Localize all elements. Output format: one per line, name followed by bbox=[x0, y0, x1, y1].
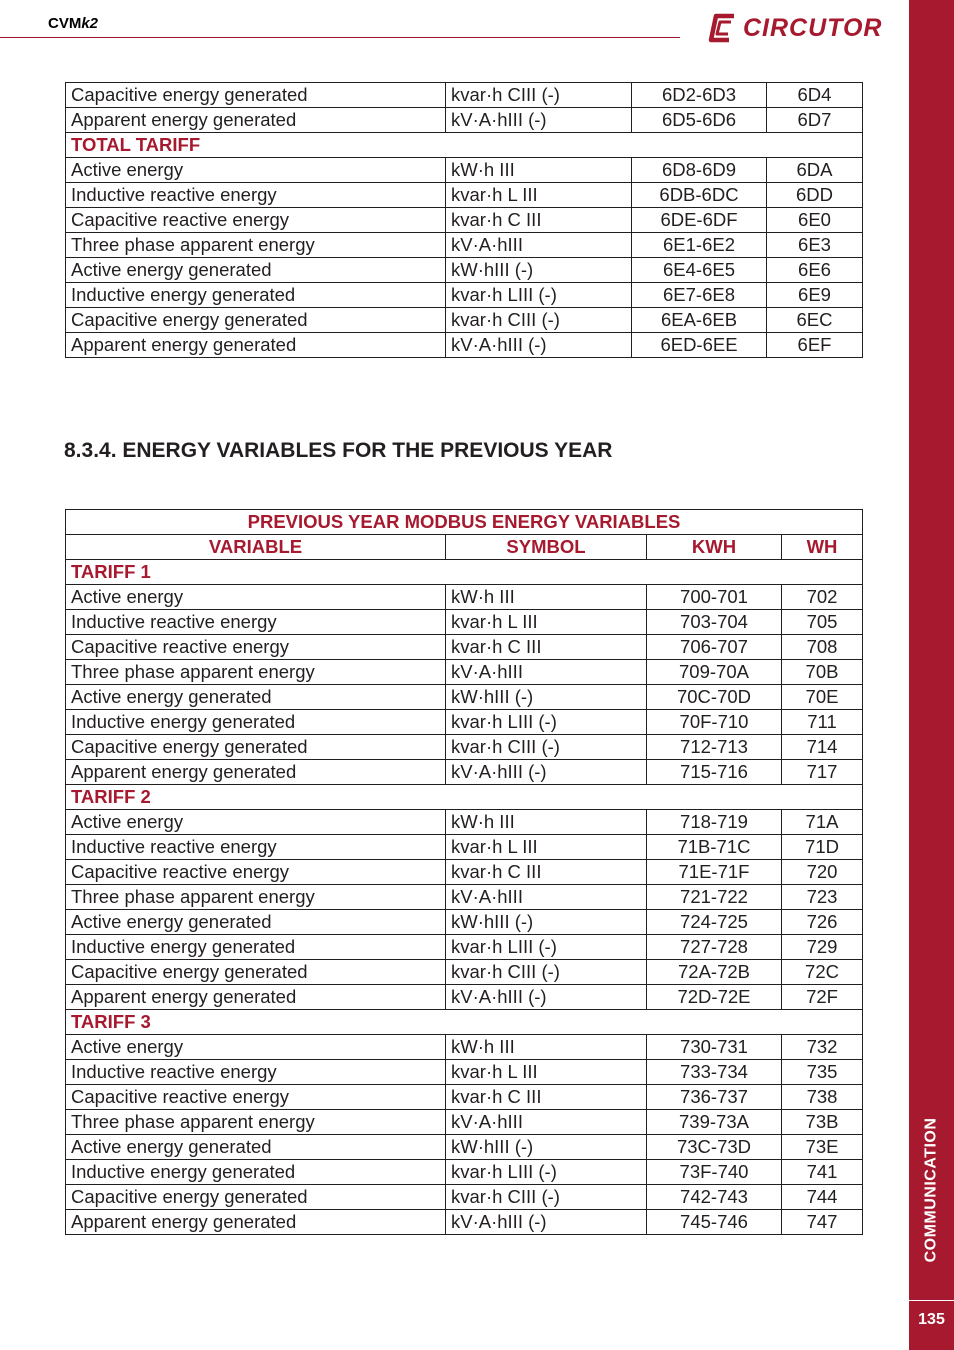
table-row bbox=[66, 960, 863, 985]
table-row bbox=[66, 685, 863, 710]
cell-symbol: kW·hIII (-) bbox=[446, 258, 632, 283]
cell-symbol: kvar·h CIII (-) bbox=[446, 308, 632, 333]
table-row bbox=[66, 1135, 863, 1160]
table-row bbox=[66, 1085, 863, 1110]
cell-symbol: kV·A·hIII (-) bbox=[446, 985, 647, 1010]
cell-variable: Inductive energy generated bbox=[66, 1160, 446, 1185]
cell-wh-address: 73B bbox=[782, 1110, 863, 1135]
cell-kwh-address: 6DE-6DF bbox=[632, 208, 767, 233]
cell-wh-address: 738 bbox=[782, 1085, 863, 1110]
table-row bbox=[66, 1060, 863, 1085]
table-header-row bbox=[66, 535, 863, 560]
table-row bbox=[66, 208, 863, 233]
table-row bbox=[66, 1210, 863, 1235]
cell-symbol: kvar·h CIII (-) bbox=[446, 83, 632, 108]
cell-wh-address: 6E0 bbox=[767, 208, 863, 233]
cell-kwh-address: 6EA-6EB bbox=[632, 308, 767, 333]
cell-wh-address: 741 bbox=[782, 1160, 863, 1185]
cell-wh-address: 732 bbox=[782, 1035, 863, 1060]
cell-wh-address: 6D4 bbox=[767, 83, 863, 108]
cell-wh-address: 726 bbox=[782, 910, 863, 935]
cell-kwh-address: 733-734 bbox=[647, 1060, 782, 1085]
table-row bbox=[66, 860, 863, 885]
cell-symbol: kvar·h C III bbox=[446, 208, 632, 233]
cell-wh-address: 6EF bbox=[767, 333, 863, 358]
column-header-wh: WH bbox=[782, 535, 863, 560]
cell-variable: Active energy bbox=[66, 585, 446, 610]
table-row bbox=[66, 835, 863, 860]
cell-kwh-address: 706-707 bbox=[647, 635, 782, 660]
cell-kwh-address: 72D-72E bbox=[647, 985, 782, 1010]
cell-symbol: kW·hIII (-) bbox=[446, 910, 647, 935]
table-title-row bbox=[66, 510, 863, 535]
cell-wh-address: 747 bbox=[782, 1210, 863, 1235]
cell-kwh-address: 730-731 bbox=[647, 1035, 782, 1060]
cell-variable: Active energy bbox=[66, 158, 446, 183]
cell-variable: Active energy bbox=[66, 1035, 446, 1060]
cell-kwh-address: 721-722 bbox=[647, 885, 782, 910]
cell-kwh-address: 6D5-6D6 bbox=[632, 108, 767, 133]
table-row bbox=[66, 308, 863, 333]
cell-variable: Inductive reactive energy bbox=[66, 1060, 446, 1085]
cell-wh-address: 735 bbox=[782, 1060, 863, 1085]
cell-kwh-address: 742-743 bbox=[647, 1185, 782, 1210]
cell-symbol: kvar·h CIII (-) bbox=[446, 735, 647, 760]
cell-symbol: kvar·h L III bbox=[446, 835, 647, 860]
column-header-variable: VARIABLE bbox=[66, 535, 446, 560]
cell-variable: Apparent energy generated bbox=[66, 1210, 446, 1235]
table-row bbox=[66, 1185, 863, 1210]
cell-variable: Apparent energy generated bbox=[66, 108, 446, 133]
cell-variable: Capacitive energy generated bbox=[66, 308, 446, 333]
table-row bbox=[66, 985, 863, 1010]
table-row bbox=[66, 710, 863, 735]
table-row bbox=[66, 283, 863, 308]
section-label: TARIFF 2 bbox=[66, 785, 863, 810]
cell-symbol: kvar·h C III bbox=[446, 635, 647, 660]
cell-symbol: kV·A·hIII (-) bbox=[446, 333, 632, 358]
column-header-symbol: SYMBOL bbox=[446, 535, 647, 560]
cell-wh-address: 72F bbox=[782, 985, 863, 1010]
cell-variable: Inductive energy generated bbox=[66, 710, 446, 735]
cell-symbol: kV·A·hIII bbox=[446, 233, 632, 258]
table-row bbox=[66, 610, 863, 635]
table-row bbox=[66, 935, 863, 960]
cell-symbol: kvar·h L III bbox=[446, 1060, 647, 1085]
section-row bbox=[66, 1010, 863, 1035]
table-row bbox=[66, 810, 863, 835]
cell-wh-address: 723 bbox=[782, 885, 863, 910]
cell-kwh-address: 6E4-6E5 bbox=[632, 258, 767, 283]
cell-symbol: kvar·h LIII (-) bbox=[446, 283, 632, 308]
cell-symbol: kvar·h LIII (-) bbox=[446, 710, 647, 735]
cell-symbol: kV·A·hIII bbox=[446, 885, 647, 910]
cell-variable: Apparent energy generated bbox=[66, 760, 446, 785]
cell-wh-address: 702 bbox=[782, 585, 863, 610]
cell-kwh-address: 6DB-6DC bbox=[632, 183, 767, 208]
cell-wh-address: 70B bbox=[782, 660, 863, 685]
cell-kwh-address: 6D8-6D9 bbox=[632, 158, 767, 183]
cell-kwh-address: 745-746 bbox=[647, 1210, 782, 1235]
table-row bbox=[66, 258, 863, 283]
cell-variable: Apparent energy generated bbox=[66, 333, 446, 358]
cell-symbol: kvar·h C III bbox=[446, 860, 647, 885]
cell-symbol: kW·h III bbox=[446, 585, 647, 610]
cell-kwh-address: 724-725 bbox=[647, 910, 782, 935]
cell-variable: Capacitive reactive energy bbox=[66, 1085, 446, 1110]
cell-wh-address: 717 bbox=[782, 760, 863, 785]
cell-symbol: kV·A·hIII (-) bbox=[446, 1210, 647, 1235]
cell-variable: Capacitive energy generated bbox=[66, 735, 446, 760]
cell-wh-address: 6E6 bbox=[767, 258, 863, 283]
cell-variable: Capacitive energy generated bbox=[66, 960, 446, 985]
cell-kwh-address: 72A-72B bbox=[647, 960, 782, 985]
table-row bbox=[66, 83, 863, 108]
cell-variable: Three phase apparent energy bbox=[66, 1110, 446, 1135]
cell-wh-address: 729 bbox=[782, 935, 863, 960]
cell-symbol: kvar·h L III bbox=[446, 183, 632, 208]
document-title bbox=[48, 15, 98, 32]
table-row bbox=[66, 108, 863, 133]
cell-wh-address: 744 bbox=[782, 1185, 863, 1210]
cell-symbol: kvar·h L III bbox=[446, 610, 647, 635]
sidebar-section-label bbox=[909, 1095, 954, 1285]
section-row bbox=[66, 133, 863, 158]
cell-variable: Inductive reactive energy bbox=[66, 183, 446, 208]
cell-kwh-address: 709-70A bbox=[647, 660, 782, 685]
header-rule bbox=[0, 37, 680, 38]
cell-kwh-address: 6E1-6E2 bbox=[632, 233, 767, 258]
cell-symbol: kW·hIII (-) bbox=[446, 685, 647, 710]
cell-symbol: kW·h III bbox=[446, 158, 632, 183]
cell-symbol: kW·h III bbox=[446, 810, 647, 835]
cell-wh-address: 6DD bbox=[767, 183, 863, 208]
cell-wh-address: 6D7 bbox=[767, 108, 863, 133]
table-row bbox=[66, 585, 863, 610]
cell-symbol: kvar·h CIII (-) bbox=[446, 960, 647, 985]
cell-wh-address: 72C bbox=[782, 960, 863, 985]
cell-kwh-address: 73F-740 bbox=[647, 1160, 782, 1185]
section-heading: 8.3.4. ENERGY VARIABLES FOR THE PREVIOUS YEAR bbox=[64, 439, 613, 462]
cell-variable: Capacitive reactive energy bbox=[66, 208, 446, 233]
section-row bbox=[66, 560, 863, 585]
cell-wh-address: 705 bbox=[782, 610, 863, 635]
cell-kwh-address: 71B-71C bbox=[647, 835, 782, 860]
table-row bbox=[66, 233, 863, 258]
brand-logo bbox=[707, 10, 882, 46]
cell-wh-address: 6E3 bbox=[767, 233, 863, 258]
brand-name: CIRCUTOR bbox=[743, 13, 883, 42]
cell-kwh-address: 739-73A bbox=[647, 1110, 782, 1135]
cell-kwh-address: 71E-71F bbox=[647, 860, 782, 885]
cell-kwh-address: 6E7-6E8 bbox=[632, 283, 767, 308]
cell-variable: Three phase apparent energy bbox=[66, 660, 446, 685]
cell-kwh-address: 718-719 bbox=[647, 810, 782, 835]
cell-kwh-address: 6D2-6D3 bbox=[632, 83, 767, 108]
cell-wh-address: 708 bbox=[782, 635, 863, 660]
cell-variable: Capacitive reactive energy bbox=[66, 635, 446, 660]
cell-symbol: kV·A·hIII (-) bbox=[446, 108, 632, 133]
table-row bbox=[66, 158, 863, 183]
cell-kwh-address: 70F-710 bbox=[647, 710, 782, 735]
cell-variable: Inductive reactive energy bbox=[66, 610, 446, 635]
section-label: TARIFF 1 bbox=[66, 560, 863, 585]
cell-variable: Apparent energy generated bbox=[66, 985, 446, 1010]
cell-variable: Active energy generated bbox=[66, 685, 446, 710]
table-title: PREVIOUS YEAR MODBUS ENERGY VARIABLES bbox=[66, 510, 863, 535]
cell-wh-address: 71D bbox=[782, 835, 863, 860]
section-row bbox=[66, 785, 863, 810]
cell-wh-address: 6E9 bbox=[767, 283, 863, 308]
cell-kwh-address: 736-737 bbox=[647, 1085, 782, 1110]
cell-variable: Active energy generated bbox=[66, 258, 446, 283]
cell-wh-address: 714 bbox=[782, 735, 863, 760]
cell-variable: Active energy generated bbox=[66, 1135, 446, 1160]
brand-logo-icon bbox=[707, 11, 739, 45]
previous-year-energy-table bbox=[65, 509, 863, 1235]
section-label: TOTAL TARIFF bbox=[66, 133, 863, 158]
cell-symbol: kvar·h LIII (-) bbox=[446, 1160, 647, 1185]
cell-kwh-address: 712-713 bbox=[647, 735, 782, 760]
cell-variable: Inductive energy generated bbox=[66, 935, 446, 960]
table-row bbox=[66, 735, 863, 760]
cell-kwh-address: 715-716 bbox=[647, 760, 782, 785]
table-row bbox=[66, 1160, 863, 1185]
cell-wh-address: 71A bbox=[782, 810, 863, 835]
table-row bbox=[66, 635, 863, 660]
cell-variable: Capacitive energy generated bbox=[66, 1185, 446, 1210]
cell-symbol: kW·hIII (-) bbox=[446, 1135, 647, 1160]
table-row bbox=[66, 660, 863, 685]
cell-kwh-address: 700-701 bbox=[647, 585, 782, 610]
cell-kwh-address: 727-728 bbox=[647, 935, 782, 960]
table-row bbox=[66, 1035, 863, 1060]
table-row bbox=[66, 910, 863, 935]
total-tariff-table bbox=[65, 82, 863, 358]
sidebar-section-text: COMMUNICATION bbox=[922, 1117, 940, 1263]
cell-wh-address: 70E bbox=[782, 685, 863, 710]
table-row bbox=[66, 183, 863, 208]
cell-wh-address: 6DA bbox=[767, 158, 863, 183]
page-number: 135 bbox=[918, 1311, 945, 1328]
cell-wh-address: 720 bbox=[782, 860, 863, 885]
page-number-rule bbox=[909, 1300, 954, 1301]
document-title-suffix: k2 bbox=[81, 15, 99, 32]
cell-wh-address: 73E bbox=[782, 1135, 863, 1160]
cell-kwh-address: 6ED-6EE bbox=[632, 333, 767, 358]
cell-wh-address: 711 bbox=[782, 710, 863, 735]
cell-wh-address: 6EC bbox=[767, 308, 863, 333]
cell-symbol: kvar·h C III bbox=[446, 1085, 647, 1110]
cell-variable: Inductive reactive energy bbox=[66, 835, 446, 860]
cell-symbol: kW·h III bbox=[446, 1035, 647, 1060]
cell-symbol: kV·A·hIII (-) bbox=[446, 760, 647, 785]
cell-kwh-address: 70C-70D bbox=[647, 685, 782, 710]
table-row bbox=[66, 760, 863, 785]
cell-variable: Three phase apparent energy bbox=[66, 233, 446, 258]
column-header-kwh: KWH bbox=[647, 535, 782, 560]
cell-symbol: kvar·h LIII (-) bbox=[446, 935, 647, 960]
cell-symbol: kV·A·hIII bbox=[446, 660, 647, 685]
cell-variable: Active energy bbox=[66, 810, 446, 835]
cell-symbol: kV·A·hIII bbox=[446, 1110, 647, 1135]
cell-variable: Active energy generated bbox=[66, 910, 446, 935]
cell-variable: Capacitive reactive energy bbox=[66, 860, 446, 885]
cell-variable: Capacitive energy generated bbox=[66, 83, 446, 108]
table-row bbox=[66, 1110, 863, 1135]
cell-symbol: kvar·h CIII (-) bbox=[446, 1185, 647, 1210]
cell-variable: Three phase apparent energy bbox=[66, 885, 446, 910]
document-title-prefix: CVM bbox=[48, 15, 82, 32]
cell-variable: Inductive energy generated bbox=[66, 283, 446, 308]
cell-kwh-address: 703-704 bbox=[647, 610, 782, 635]
table-row bbox=[66, 885, 863, 910]
table-row bbox=[66, 333, 863, 358]
cell-kwh-address: 73C-73D bbox=[647, 1135, 782, 1160]
section-label: TARIFF 3 bbox=[66, 1010, 863, 1035]
